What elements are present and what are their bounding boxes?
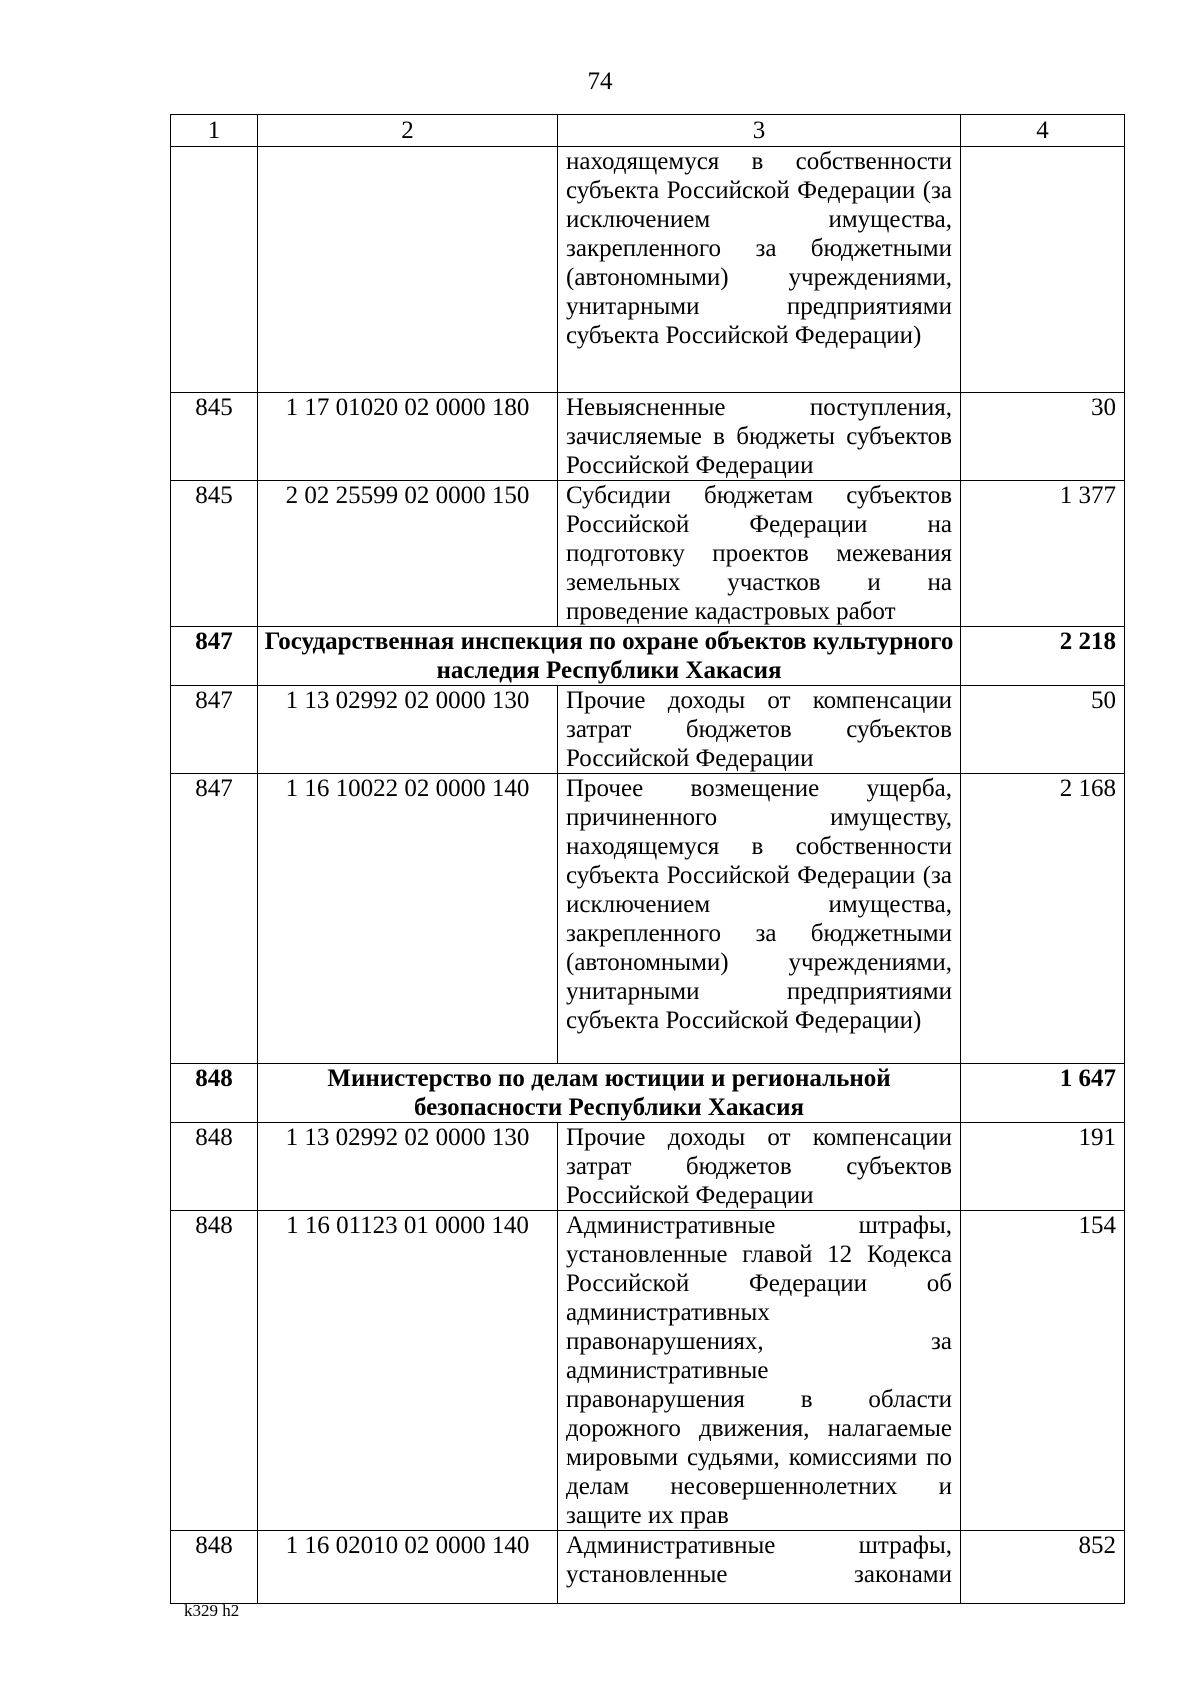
section-total: 2 218	[961, 627, 1125, 686]
revenue-table	[170, 114, 1125, 1604]
page-number: 74	[587, 68, 613, 95]
section-admin-code: 847	[171, 627, 258, 686]
budget-code-cell: 1 13 02992 02 0000 130	[258, 1123, 558, 1211]
budget-code-cell: 1 16 02010 02 0000 140	[258, 1531, 558, 1604]
section-header-row	[171, 627, 1125, 686]
admin-code-cell: 848	[171, 1211, 258, 1531]
section-header-row	[171, 1064, 1125, 1123]
section-title: Государственная инспекция по охране объектов культурного наследия Республики Хакасия	[258, 627, 961, 686]
admin-code-cell: 845	[171, 481, 258, 627]
budget-code-cell	[258, 147, 558, 393]
table-header-row	[171, 115, 1125, 147]
revenue-name-cell: находящемуся в собственности субъекта Российской Федерации (за исключением имущества, закрепленного за бюджетными (автономными) учреждениями, унитарными предприятиями субъекта Российской Федерации)	[558, 147, 961, 393]
section-admin-code: 848	[171, 1064, 258, 1123]
revenue-name-cell: Прочие доходы от компенсации затрат бюджетов субъектов Российской Федерации	[558, 686, 961, 774]
column-header-4: 4	[961, 115, 1125, 147]
amount-cell: 1 377	[961, 481, 1125, 627]
amount-cell: 50	[961, 686, 1125, 774]
revenue-name-cell: Прочее возмещение ущерба, причиненного имуществу, находящемуся в собственности субъекта Российской Федерации (за исключением имущества, закрепленного за бюджетными (автономными) учреждениями, унитарными предприятиями субъекта Российской Федерации)	[558, 774, 961, 1064]
amount-cell: 191	[961, 1123, 1125, 1211]
revenue-name-cell: Невыясненные поступления, зачисляемые в бюджеты субъектов Российской Федерации	[558, 393, 961, 481]
budget-code-cell: 1 16 01123 01 0000 140	[258, 1211, 558, 1531]
document-footer-code: k329 h2	[184, 1601, 240, 1620]
revenue-name-cell: Прочие доходы от компенсации затрат бюджетов субъектов Российской Федерации	[558, 1123, 961, 1211]
admin-code-cell: 847	[171, 686, 258, 774]
table-row	[171, 1211, 1125, 1531]
admin-code-cell: 848	[171, 1123, 258, 1211]
amount-cell: 154	[961, 1211, 1125, 1531]
column-header-2: 2	[258, 115, 558, 147]
amount-cell: 852	[961, 1531, 1125, 1604]
column-header-3: 3	[558, 115, 961, 147]
admin-code-cell	[171, 147, 258, 393]
budget-code-cell: 2 02 25599 02 0000 150	[258, 481, 558, 627]
section-title: Министерство по делам юстиции и региональной безопасности Республики Хакасия	[258, 1064, 961, 1123]
revenue-name-cell: Субсидии бюджетам субъектов Российской Федерации на подготовку проектов межевания земельных участков и на проведение кадастровых работ	[558, 481, 961, 627]
budget-code-cell: 1 17 01020 02 0000 180	[258, 393, 558, 481]
revenue-name-cell: Административные штрафы, установленные законами	[558, 1531, 961, 1604]
table-row	[171, 1123, 1125, 1211]
admin-code-cell: 848	[171, 1531, 258, 1604]
amount-cell: 2 168	[961, 774, 1125, 1064]
table-row	[171, 481, 1125, 627]
table-row	[171, 393, 1125, 481]
section-total: 1 647	[961, 1064, 1125, 1123]
table-row	[171, 1531, 1125, 1604]
table-row	[171, 774, 1125, 1064]
budget-code-cell: 1 16 10022 02 0000 140	[258, 774, 558, 1064]
amount-cell	[961, 147, 1125, 393]
column-header-1: 1	[171, 115, 258, 147]
admin-code-cell: 845	[171, 393, 258, 481]
table-row	[171, 686, 1125, 774]
admin-code-cell: 847	[171, 774, 258, 1064]
table-row	[171, 147, 1125, 393]
amount-cell: 30	[961, 393, 1125, 481]
budget-code-cell: 1 13 02992 02 0000 130	[258, 686, 558, 774]
revenue-name-cell: Административные штрафы, установленные главой 12 Кодекса Российской Федерации об административных правонарушениях, за административные правонарушения в области дорожного движения, налагаемые мировыми судьями, комиссиями по делам несовершеннолетних и защите их прав	[558, 1211, 961, 1531]
